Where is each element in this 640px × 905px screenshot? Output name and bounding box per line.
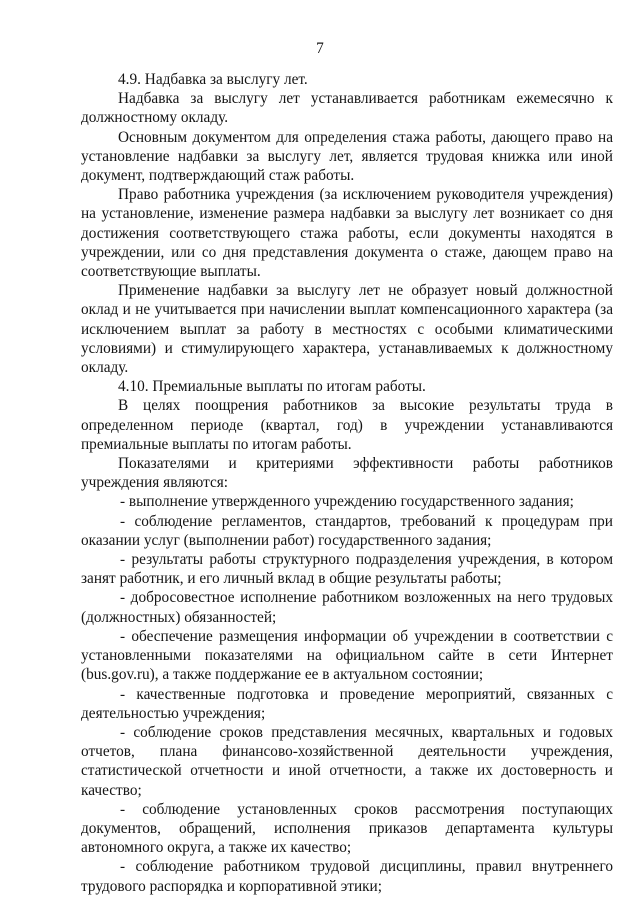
list-item: - соблюдение сроков представления месячных, квартальных и годовых отчетов, плана финансово-хозяйственной деятельности учреждения, статистической отчетности и иной отчетности, а также их достоверность и качество; <box>81 723 613 799</box>
list-item: - обеспечение размещения информации об учреждении в соответствии с установленными показателями на официальном сайте в сети Интернет (bus.gov.ru), а также поддержание ее в актуальном состоянии; <box>81 627 613 684</box>
list-item: - соблюдение работником трудовой дисциплины, правил внутреннего трудового распорядка и корпоративной этики; <box>81 858 613 895</box>
paragraph: Надбавка за выслугу лет устанавливается работникам ежемесячно к должностному окладу. <box>81 90 613 127</box>
list-item: - соблюдение установленных сроков рассмотрения поступающих документов, обращений, исполнения приказов департамента культуры автономного округа, а также их качество; <box>81 800 613 857</box>
section-heading-4-10: 4.10. Премиальные выплаты по итогам работы. <box>118 378 426 396</box>
list-item: - добросовестное исполнение работником возложенных на него трудовых (должностных) обязанностей; <box>81 589 613 626</box>
paragraph: Право работника учреждения (за исключением руководителя учреждения) на установление, изменение размера надбавки за выслугу лет возникает со дня достижения соответствующего стажа работы, если документы находятся в учреждении, или со дня представления документа о стаже, дающем право на соответствующие выплаты. <box>81 186 613 281</box>
paragraph: Показателями и критериями эффективности работы работников учреждения являются: <box>81 455 613 492</box>
list-item: - качественные подготовка и проведение мероприятий, связанных с деятельностью учреждения; <box>81 685 613 722</box>
paragraph: Применение надбавки за выслугу лет не образует новый должностной оклад и не учитывается при начислении выплат компенсационного характера (за исключением выплат за работу в местностях с особыми климатическими условиями) и стимулирующего характера, устанавливаемых к должностному окладу. <box>81 282 613 377</box>
section-heading-4-9: 4.9. Надбавка за выслугу лет. <box>118 71 308 88</box>
list-item: - соблюдение регламентов, стандартов, требований к процедурам при оказании услуг (выполнении работ) государственного задания; <box>81 512 613 549</box>
page-number: 7 <box>316 40 324 57</box>
document-body <box>81 70 613 896</box>
paragraph: В целях поощрения работников за высокие результаты труда в определенном периоде (квартал, год) в учреждении устанавливаются премиальные выплаты по итогам работы. <box>81 397 613 453</box>
list-item: - выполнение утвержденного учреждению государственного задания; <box>120 493 574 511</box>
list-item: - результаты работы структурного подразделения учреждения, в котором занят работник, и его личный вклад в общие результаты работы; <box>81 551 613 588</box>
paragraph: Основным документом для определения стажа работы, дающего право на установление надбавки за выслугу лет, является трудовая книжка или иной документ, подтверждающий стаж работы. <box>81 128 613 185</box>
